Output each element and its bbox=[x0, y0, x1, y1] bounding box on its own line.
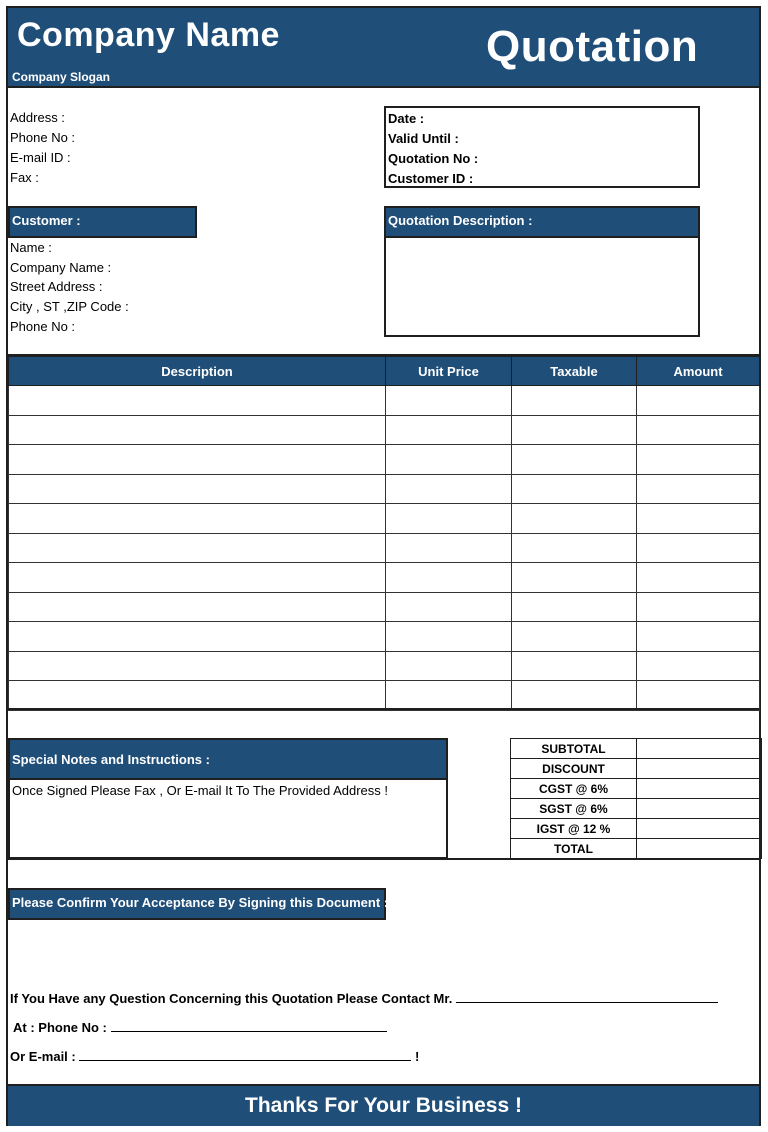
cell-unit-price[interactable] bbox=[386, 622, 512, 652]
contact-phone-label: At : Phone No : bbox=[13, 1020, 107, 1035]
quotation-no-label: Quotation No : bbox=[388, 151, 479, 166]
table-row bbox=[9, 415, 760, 445]
totals-row bbox=[511, 779, 762, 799]
totals-row bbox=[511, 759, 762, 779]
igst-label: IGST @ 12 % bbox=[511, 819, 637, 839]
cell-description[interactable] bbox=[9, 504, 386, 534]
notes-text: Once Signed Please Fax , Or E-mail It To The Provided Address ! bbox=[12, 783, 388, 798]
sgst-label: SGST @ 6% bbox=[511, 799, 637, 819]
company-name: Company Name bbox=[17, 16, 280, 54]
divider bbox=[8, 858, 759, 860]
table-row bbox=[9, 622, 760, 652]
valid-until-label: Valid Until : bbox=[388, 131, 459, 146]
table-row bbox=[9, 474, 760, 504]
cell-unit-price[interactable] bbox=[386, 386, 512, 416]
cell-description[interactable] bbox=[9, 533, 386, 563]
subtotal-value[interactable] bbox=[637, 739, 762, 759]
cell-taxable[interactable] bbox=[512, 445, 637, 475]
cell-description[interactable] bbox=[9, 415, 386, 445]
cell-taxable[interactable] bbox=[512, 533, 637, 563]
cell-taxable[interactable] bbox=[512, 622, 637, 652]
contact-name-blank[interactable] bbox=[456, 990, 718, 1003]
contact-email-end: ! bbox=[415, 1049, 420, 1064]
cell-amount[interactable] bbox=[637, 415, 760, 445]
subtotal-label: SUBTOTAL bbox=[511, 739, 637, 759]
cell-amount[interactable] bbox=[637, 504, 760, 534]
contact-phone-blank[interactable] bbox=[111, 1019, 387, 1032]
cell-unit-price[interactable] bbox=[386, 681, 512, 711]
cell-description[interactable] bbox=[9, 681, 386, 711]
divider bbox=[8, 708, 759, 710]
totals-row bbox=[511, 799, 762, 819]
cell-taxable[interactable] bbox=[512, 474, 637, 504]
table-row bbox=[9, 563, 760, 593]
quotation-sheet bbox=[6, 6, 761, 1126]
cell-description[interactable] bbox=[9, 474, 386, 504]
discount-label: DISCOUNT bbox=[511, 759, 637, 779]
table-row bbox=[9, 592, 760, 622]
sgst-value[interactable] bbox=[637, 799, 762, 819]
customer-heading: Customer : bbox=[8, 206, 197, 238]
cell-taxable[interactable] bbox=[512, 415, 637, 445]
igst-value[interactable] bbox=[637, 819, 762, 839]
notes-heading: Special Notes and Instructions : bbox=[8, 738, 448, 780]
totals-row bbox=[511, 839, 762, 859]
cell-unit-price[interactable] bbox=[386, 563, 512, 593]
cell-amount[interactable] bbox=[637, 651, 760, 681]
contact-email bbox=[10, 1048, 419, 1064]
table-row bbox=[9, 386, 760, 416]
contact-email-label: Or E-mail : bbox=[10, 1049, 76, 1064]
contact-phone bbox=[13, 1019, 387, 1035]
cell-unit-price[interactable] bbox=[386, 415, 512, 445]
cgst-label: CGST @ 6% bbox=[511, 779, 637, 799]
table-row bbox=[9, 651, 760, 681]
cell-description[interactable] bbox=[9, 651, 386, 681]
total-label: TOTAL bbox=[511, 839, 637, 859]
cell-taxable[interactable] bbox=[512, 504, 637, 534]
column-header-taxable: Taxable bbox=[512, 357, 637, 386]
cell-amount[interactable] bbox=[637, 592, 760, 622]
quotation-title: Quotation bbox=[486, 22, 699, 71]
discount-value[interactable] bbox=[637, 759, 762, 779]
cell-amount[interactable] bbox=[637, 445, 760, 475]
cell-taxable[interactable] bbox=[512, 592, 637, 622]
table-row bbox=[9, 445, 760, 475]
notes-box[interactable] bbox=[8, 778, 448, 859]
cell-unit-price[interactable] bbox=[386, 651, 512, 681]
cell-taxable[interactable] bbox=[512, 651, 637, 681]
customer-phone-label: Phone No : bbox=[10, 319, 76, 334]
cell-taxable[interactable] bbox=[512, 681, 637, 711]
contact-question bbox=[10, 990, 718, 1006]
company-slogan: Company Slogan bbox=[12, 70, 111, 84]
header-banner bbox=[8, 8, 759, 88]
cell-amount[interactable] bbox=[637, 563, 760, 593]
cell-description[interactable] bbox=[9, 622, 386, 652]
totals-row bbox=[511, 819, 762, 839]
cell-unit-price[interactable] bbox=[386, 592, 512, 622]
fax-label: Fax : bbox=[10, 170, 39, 185]
cell-amount[interactable] bbox=[637, 681, 760, 711]
cell-description[interactable] bbox=[9, 386, 386, 416]
footer-banner: Thanks For Your Business ! bbox=[8, 1084, 759, 1126]
date-label: Date : bbox=[388, 111, 425, 126]
email-label: E-mail ID : bbox=[10, 150, 71, 165]
table-row bbox=[9, 681, 760, 711]
customer-name-label: Name : bbox=[10, 240, 52, 255]
cell-unit-price[interactable] bbox=[386, 504, 512, 534]
customer-city-label: City , ST ,ZIP Code : bbox=[10, 299, 129, 314]
cell-unit-price[interactable] bbox=[386, 533, 512, 563]
cell-taxable[interactable] bbox=[512, 563, 637, 593]
table-row bbox=[9, 504, 760, 534]
items-table-header bbox=[9, 357, 760, 386]
cell-taxable[interactable] bbox=[512, 386, 637, 416]
cell-amount[interactable] bbox=[637, 533, 760, 563]
totals-table bbox=[510, 738, 762, 859]
quote-meta-box bbox=[384, 106, 700, 188]
items-table bbox=[8, 356, 760, 711]
cgst-value[interactable] bbox=[637, 779, 762, 799]
cell-amount[interactable] bbox=[637, 386, 760, 416]
phone-label: Phone No : bbox=[10, 130, 76, 145]
acceptance-heading: Please Confirm Your Acceptance By Signing this Document : bbox=[8, 888, 386, 920]
totals-row bbox=[511, 739, 762, 759]
quotation-description-heading: Quotation Description : bbox=[384, 206, 700, 238]
column-header-unit-price: Unit Price bbox=[386, 357, 512, 386]
table-row bbox=[9, 533, 760, 563]
contact-question-text: If You Have any Question Concerning this Quotation Please Contact Mr. bbox=[10, 991, 453, 1006]
cell-unit-price[interactable] bbox=[386, 474, 512, 504]
column-header-amount: Amount bbox=[637, 357, 760, 386]
address-label: Address : bbox=[10, 110, 65, 125]
customer-company-label: Company Name : bbox=[10, 260, 112, 275]
total-value[interactable] bbox=[637, 839, 762, 859]
cell-description[interactable] bbox=[9, 592, 386, 622]
contact-email-blank[interactable] bbox=[79, 1048, 411, 1061]
cell-description[interactable] bbox=[9, 445, 386, 475]
customer-id-label: Customer ID : bbox=[388, 171, 474, 186]
quotation-description-box[interactable] bbox=[384, 236, 700, 337]
column-header-description: Description bbox=[9, 357, 386, 386]
cell-description[interactable] bbox=[9, 563, 386, 593]
cell-unit-price[interactable] bbox=[386, 445, 512, 475]
cell-amount[interactable] bbox=[637, 474, 760, 504]
cell-amount[interactable] bbox=[637, 622, 760, 652]
customer-street-label: Street Address : bbox=[10, 279, 103, 294]
